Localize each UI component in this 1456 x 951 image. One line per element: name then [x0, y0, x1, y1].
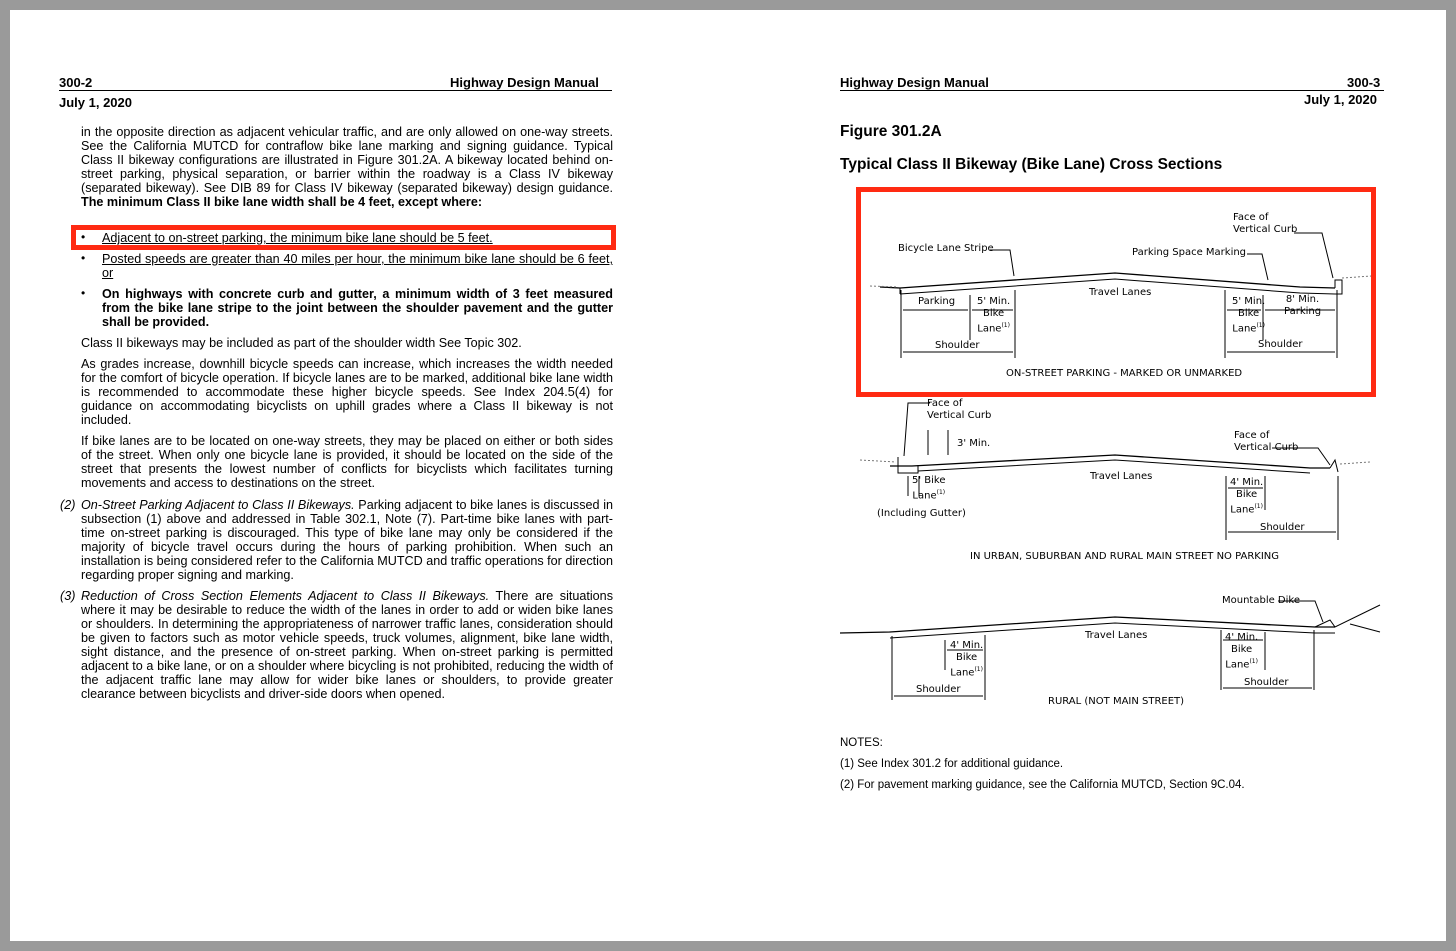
label-shoulder-right: Shoulder: [1258, 339, 1303, 350]
label-three-min: 3' Min.: [957, 438, 991, 449]
bullet-marker: •: [81, 286, 86, 300]
caption-on-street-parking: ON-STREET PARKING - MARKED OR UNMARKED: [1006, 368, 1243, 379]
label-shoulder-left: Shoulder: [935, 340, 980, 351]
paragraph-one-way-streets: If bike lanes are to be located on one-way streets, they may be placed on either or both sides of the street. When only one bicycle lane is provided, it should be located on the side of the street that presents the lowest number of conflicts for bicyclists which facilitates turning movements and access to destinations on the street.: [81, 434, 613, 490]
label-including-gutter: (Including Gutter): [877, 508, 966, 519]
label-parking-space-marking: Parking Space Marking: [1132, 247, 1247, 258]
label-text: 4' Min. Bike Lane: [1225, 632, 1259, 671]
label-text: 5' Min. Bike Lane: [977, 296, 1011, 335]
bullet-marker: •: [81, 251, 86, 265]
superscript: (1): [936, 489, 946, 496]
highlight-box-figure: [856, 187, 1376, 397]
manual-title-right: Highway Design Manual: [840, 75, 989, 90]
label-travel-lanes-1: Travel Lanes: [1089, 287, 1152, 298]
manual-title-left: Highway Design Manual: [450, 75, 599, 90]
label-travel-lanes-3: Travel Lanes: [1085, 630, 1148, 641]
superscript: (1): [1254, 503, 1263, 510]
label-mountable-dike: Mountable Dike: [1222, 595, 1300, 606]
label-text: 5' Bike Lane: [912, 475, 946, 502]
label-bike-lane-right-2: [1230, 477, 1263, 516]
superscript: (1): [1001, 322, 1010, 329]
label-bike-lane-right-3: [1225, 632, 1258, 671]
dike-outline: [1315, 605, 1380, 632]
page-number-left: 300-2: [59, 75, 93, 90]
road2-surface-top: [890, 455, 1330, 468]
bullet-on-street-parking: Adjacent to on-street parking, the minimum bike lane should be 5 feet.: [102, 231, 493, 245]
superscript: (1): [1249, 658, 1258, 665]
page-date-left: July 1, 2020: [59, 95, 132, 110]
caption-urban-no-parking: IN URBAN, SUBURBAN AND RURAL MAIN STREET NO PARKING: [970, 551, 1280, 562]
item-title: Reduction of Cross Section Elements Adjacent to Class II Bikeways.: [81, 589, 490, 603]
label-face-curb-right: Face of Vertical Curb: [1234, 430, 1299, 453]
label-travel-lanes-2: Travel Lanes: [1090, 471, 1153, 482]
bullet-marker: •: [81, 230, 86, 244]
label-text: 5' Min. Bike Lane: [1232, 296, 1266, 335]
paragraph-shoulder-width: Class II bikeways may be included as part of the shoulder width See Topic 302.: [81, 336, 522, 350]
figure-number: Figure 301.2A: [840, 123, 942, 140]
note-2: (2) For pavement marking guidance, see the California MUTCD, Section 9C.04.: [840, 779, 1245, 791]
paragraph-grades: As grades increase, downhill bicycle speeds can increase, which increases the width needed for the comfort of bicycle operation. If bicycle lanes are to be marked, additional bike lane width is recommended to accommodate these higher bicycle speeds. See Index 204.5(4) for guidance on accommodating bicyclists on uphill grades where a Class II bikeway is not included.: [81, 357, 613, 427]
label-face-curb-left: Face of Vertical Curb: [927, 398, 992, 421]
item-number-3: (3): [60, 589, 76, 603]
note-1: (1) See Index 301.2 for additional guidance.: [840, 758, 1064, 770]
page-number-right: 300-3: [1347, 75, 1381, 90]
label-text: 4' Min. Bike Lane: [1230, 477, 1264, 516]
notes-title: NOTES:: [840, 737, 883, 749]
superscript: (1): [1256, 322, 1265, 329]
label-shoulder-right-2: Shoulder: [1260, 522, 1305, 533]
label-text: 4' Min. Bike Lane: [950, 640, 984, 679]
paragraph-text: in the opposite direction as adjacent vehicular traffic, and are only allowed on one-way streets. See the California MUTCD for contraflow bike lane marking and signing guidance. Typical Class II bikeway configurations are illustrated in Figure 301.2A. A bikeway located behind on-street parking, physical separation, or barrier within the roadway is a Class IV bikeway (separated bikeway). See DIB 89 for Class IV bikeway (separated bikeway) design guidance.: [81, 125, 613, 195]
bullet-curb-gutter: On highways with concrete curb and gutter, a minimum width of 3 feet measured from the bike lane stripe to the joint between the shoulder pavement and the gutter shall be provided.: [102, 287, 613, 329]
bullet-posted-speeds: Posted speeds are greater than 40 miles per hour, the minimum bike lane should be 6 feet, or: [102, 252, 613, 280]
cross-section-diagrams: [10, 10, 1446, 941]
label-face-of-vertical-curb: Face of Vertical Curb: [1233, 212, 1298, 235]
label-bike-lane-5ft: [912, 475, 946, 502]
caption-rural: RURAL (NOT MAIN STREET): [1048, 696, 1185, 707]
label-parking-right: 8' Min. Parking: [1284, 294, 1322, 317]
label-bike-lane-left-3: [950, 640, 983, 679]
item-text: There are situations where it may be desirable to reduce the width of the lanes in order to add or widen bike lanes or shoulders. In determining the appropriateness of narrower traffic lanes, consideration should be given to factors such as motor vehicle speeds, truck volumes, alignment, bike lane width, sight distance, and the presence of on-street parking. When on-street parking is permitted adjacent to a bike lane, or on a shoulder where bicycling is not prohibited, reducing the width of the adjacent traffic lane may allow for wider bike lanes or shoulders, to provide greater clearance between bicyclists and driver-side doors when opened.: [81, 589, 613, 701]
figure-title: Typical Class II Bikeway (Bike Lane) Cross Sections: [840, 156, 1223, 173]
superscript: (1): [974, 666, 983, 673]
label-shoulder-right-3: Shoulder: [1244, 677, 1289, 688]
document-viewer: [10, 10, 1446, 941]
page-date-right: July 1, 2020: [1304, 92, 1377, 107]
item-text: Parking adjacent to bike lanes is discussed in subsection (1) above and addressed in Table 302.1, Note (7). Part-time bike lanes with part-time on-street parking is discouraged. This type of bike lane may only be considered if the majority of bicycle travel occurs during the hours of parking prohibition. When such an installation is being considered refer to the California MUTCD and traffic operations for direction regarding proper signing and marking.: [81, 498, 614, 582]
label-shoulder-left-3: Shoulder: [916, 684, 961, 695]
paragraph-bold-text: The minimum Class II bike lane width shall be 4 feet, except where:: [81, 195, 483, 209]
label-bicycle-lane-stripe: Bicycle Lane Stripe: [898, 243, 994, 254]
ground-texture-2: [860, 460, 1370, 464]
item-title: On-Street Parking Adjacent to Class II Bikeways.: [81, 498, 355, 512]
item-number-2: (2): [60, 498, 76, 512]
label-parking-left: Parking: [918, 296, 956, 307]
